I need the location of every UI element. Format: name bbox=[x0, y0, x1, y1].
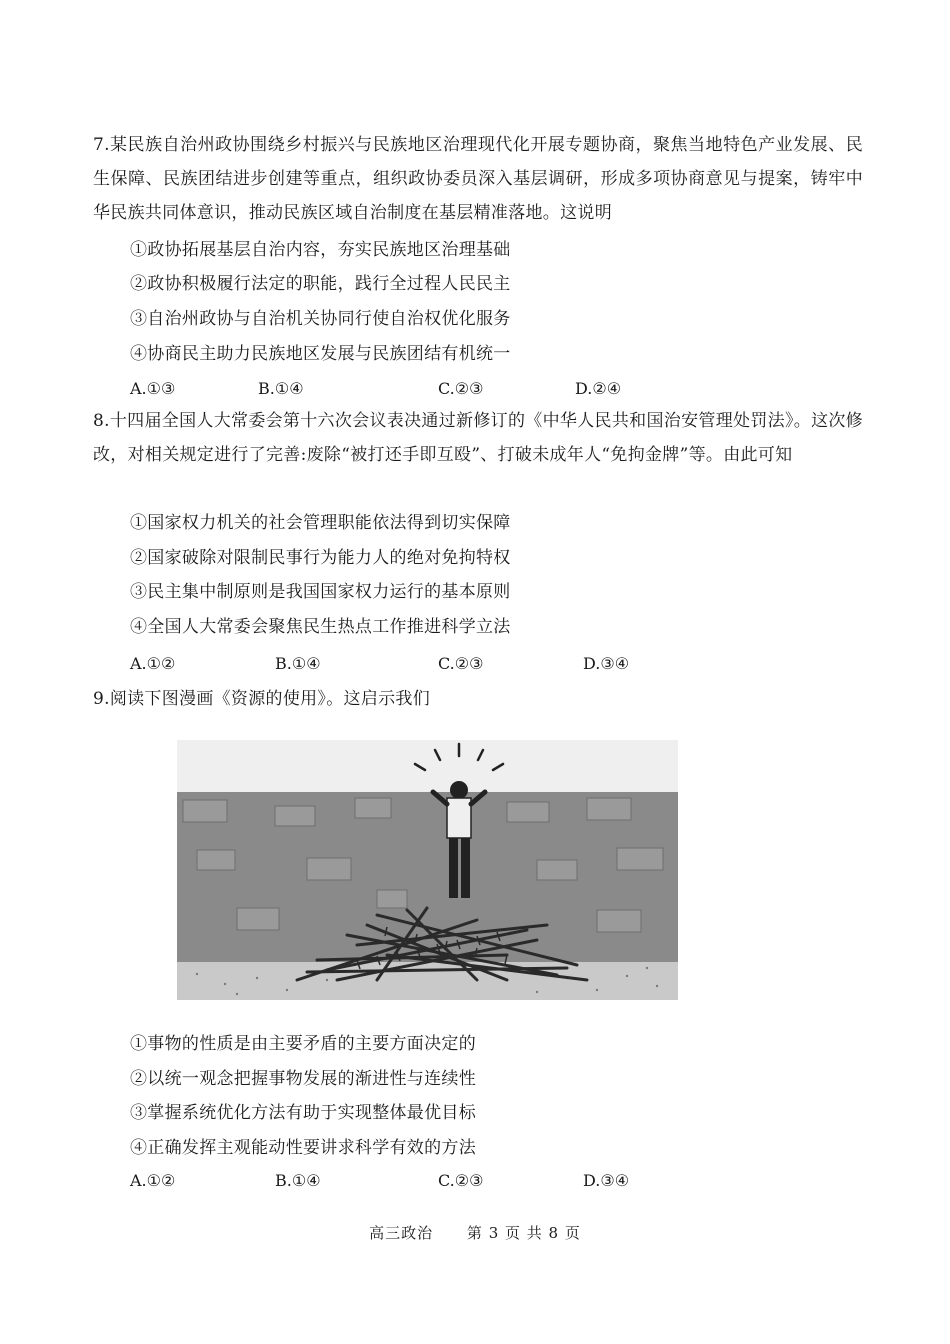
question-7-choice-c: C.②③ bbox=[438, 379, 484, 398]
question-8-option-3: ③民主集中制原则是我国国家权力运行的基本原则 bbox=[130, 582, 511, 602]
question-9-stem: 9.阅读下图漫画《资源的使用》。这启示我们 bbox=[93, 689, 431, 709]
question-9-option-2: ②以统一观念把握事物发展的渐进性与连续性 bbox=[130, 1069, 476, 1089]
question-9-option-3: ③掌握系统优化方法有助于实现整体最优目标 bbox=[130, 1103, 476, 1123]
question-8-option-1: ①国家权力机关的社会管理职能依法得到切实保障 bbox=[130, 513, 511, 533]
question-7-choice-b: B.①④ bbox=[258, 379, 304, 398]
question-7-option-4: ④协商民主助力民族地区发展与民族团结有机统一 bbox=[130, 344, 511, 364]
question-7-option-2: ②政协积极履行法定的职能，践行全过程人民民主 bbox=[130, 274, 511, 294]
question-8-choice-b: B.①④ bbox=[275, 654, 321, 673]
question-8-option-2: ②国家破除对限制民事行为能力人的绝对免拘特权 bbox=[130, 548, 511, 568]
footer-subject: 高三政治 bbox=[369, 1224, 434, 1242]
question-7-choice-a: A.①③ bbox=[130, 379, 176, 398]
comic-illustration bbox=[177, 740, 678, 1000]
question-9-choice-d: D.③④ bbox=[583, 1171, 630, 1190]
question-9-option-4: ④正确发挥主观能动性要讲求科学有效的方法 bbox=[130, 1138, 476, 1158]
question-9-choice-c: C.②③ bbox=[438, 1171, 484, 1190]
question-7-stem: 7.某民族自治州政协围绕乡村振兴与民族地区治理现代化开展专题协商，聚焦当地特色产业发展、民生保障、民族团结进步创建等重点，组织政协委员深入基层调研，形成多项协商意见与提案，铸牢中华民族共同体意识，推动民族区域自治制度在基层精准落地。这说明 bbox=[93, 135, 863, 223]
question-7-choice-d: D.②④ bbox=[575, 379, 622, 398]
question-8-choice-c: C.②③ bbox=[438, 654, 484, 673]
question-8-choice-a: A.①② bbox=[130, 654, 176, 673]
question-9-choice-a: A.①② bbox=[130, 1171, 176, 1190]
question-9-choice-b: B.①④ bbox=[275, 1171, 321, 1190]
footer-page-number: 第 3 页 共 8 页 bbox=[466, 1224, 581, 1242]
page-footer bbox=[0, 1221, 950, 1245]
question-7-option-1: ①政协拓展基层自治内容，夯实民族地区治理基础 bbox=[130, 240, 511, 260]
question-8-option-4: ④全国人大常委会聚焦民生热点工作推进科学立法 bbox=[130, 617, 511, 637]
question-7-option-3: ③自治州政协与自治机关协同行使自治权优化服务 bbox=[130, 309, 511, 329]
question-8-choice-d: D.③④ bbox=[583, 654, 630, 673]
question-8-stem: 8.十四届全国人大常委会第十六次会议表决通过新修订的《中华人民共和国治安管理处罚法》。这次修改，对相关规定进行了完善:废除“被打还手即互殴”、打破未成年人“免拘金牌”等。由此可知 bbox=[93, 411, 863, 465]
question-9-option-1: ①事物的性质是由主要矛盾的主要方面决定的 bbox=[130, 1034, 476, 1054]
